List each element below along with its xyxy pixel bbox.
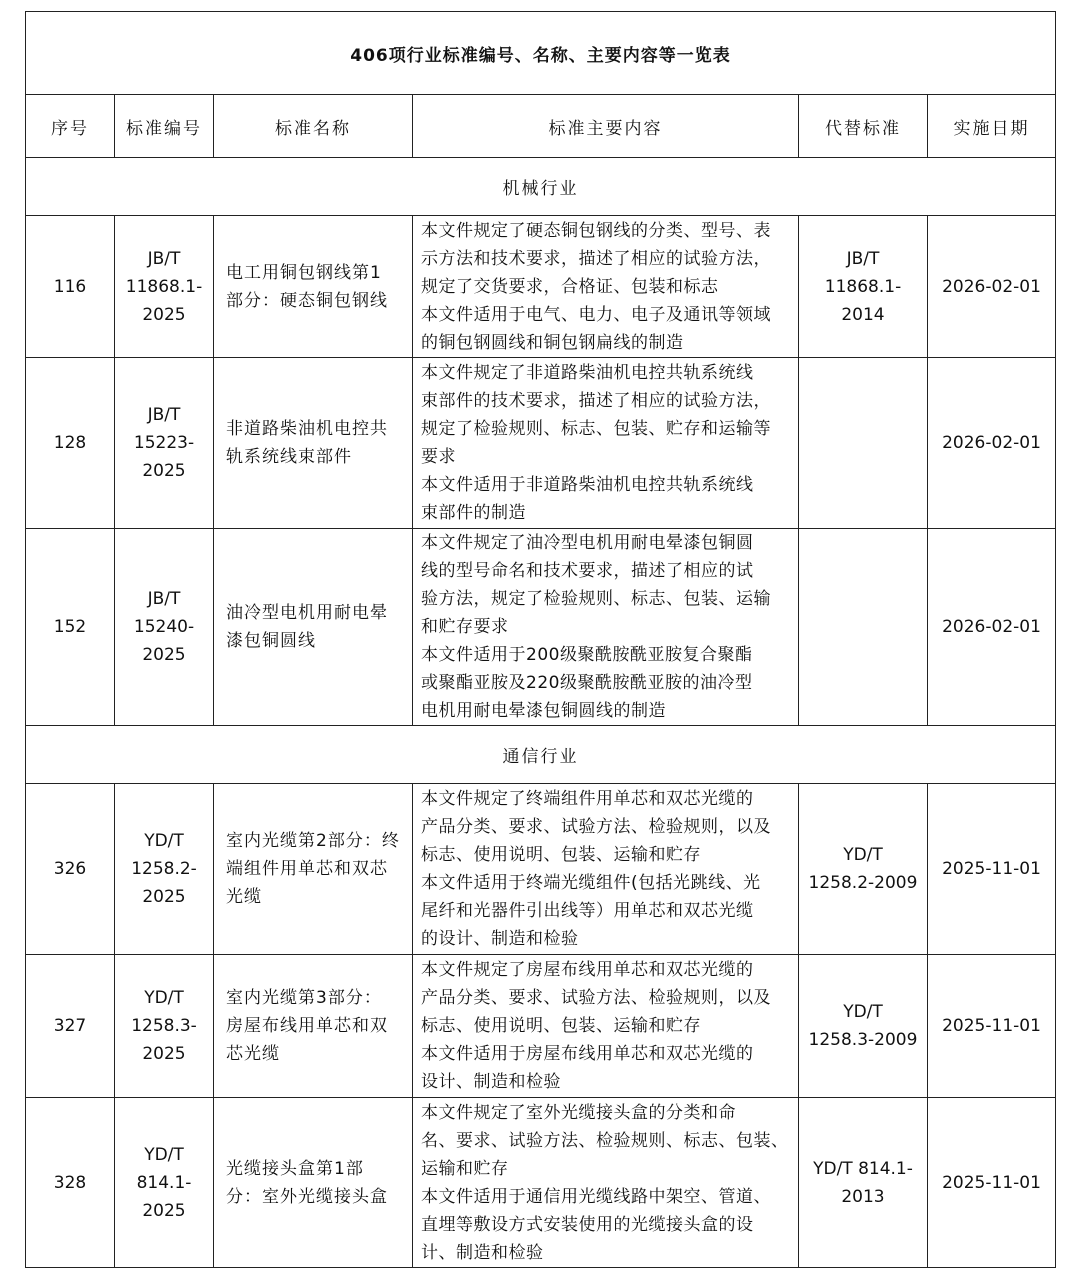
text-line: 本文件适用于通信用光缆线路中架空、管道、 bbox=[421, 1186, 771, 1207]
standards-table bbox=[25, 11, 1056, 1268]
cell-date: 2026-02-01 bbox=[928, 358, 1056, 529]
cell-content bbox=[413, 784, 799, 955]
cell-code bbox=[115, 1098, 214, 1268]
cell-content bbox=[413, 1098, 799, 1268]
cell-seq: 328 bbox=[26, 1098, 115, 1268]
text-line: JB/T bbox=[846, 248, 880, 269]
cell-name bbox=[214, 358, 413, 529]
text-line: 或聚酯亚胺及220级聚酰胺酰亚胺的油冷型 bbox=[421, 673, 753, 693]
cell-content bbox=[413, 216, 799, 358]
table-row bbox=[26, 784, 1056, 955]
section-row bbox=[26, 158, 1056, 216]
text-line: 本文件适用于200级聚酰胺酰亚胺复合聚酯 bbox=[421, 645, 753, 665]
cell-seq: 326 bbox=[26, 784, 115, 955]
cell-code bbox=[115, 784, 214, 955]
text-line: JB/T bbox=[147, 589, 181, 609]
cell-date: 2025-11-01 bbox=[928, 784, 1056, 955]
cell-date: 2026-02-01 bbox=[928, 216, 1056, 358]
cell-replaces bbox=[799, 1098, 928, 1268]
text-line: 电机用耐电晕漆包铜圆线的制造 bbox=[421, 701, 666, 721]
section-row bbox=[26, 726, 1056, 784]
text-line: 设计、制造和检验 bbox=[421, 1072, 561, 1092]
text-line: 线的型号命名和技术要求，描述了相应的试 bbox=[421, 561, 754, 581]
text-line: 11868.1- bbox=[125, 276, 203, 297]
text-line: 尾纤和光器件引出线等）用单芯和双芯光缆 bbox=[421, 901, 754, 921]
text-line: 规定了检验规则、标志、包装、贮存和运输等 bbox=[421, 419, 771, 439]
cell-seq: 116 bbox=[26, 216, 115, 358]
cell-seq: 327 bbox=[26, 955, 115, 1098]
text-line: 本文件规定了非道路柴油机电控共轨系统线 bbox=[421, 363, 754, 383]
cell-seq: 152 bbox=[26, 529, 115, 726]
text-line: 本文件适用于终端光缆组件(包括光跳线、光 bbox=[421, 873, 761, 893]
text-line: 2025 bbox=[142, 1200, 186, 1221]
table-row bbox=[26, 358, 1056, 529]
text-line: YD/T bbox=[843, 1002, 883, 1022]
text-line: 和贮存要求 bbox=[421, 617, 509, 637]
cell-replaces bbox=[799, 955, 928, 1098]
text-line: 2025 bbox=[142, 887, 186, 907]
text-line: 1258.3-2009 bbox=[808, 1030, 918, 1050]
text-line: 本文件适用于房屋布线用单芯和双芯光缆的 bbox=[421, 1044, 754, 1064]
text-line: 名、要求、试验方法、检验规则、标志、包装、 bbox=[421, 1130, 789, 1151]
cell-replaces bbox=[799, 529, 928, 726]
table-row bbox=[26, 1098, 1056, 1268]
text-line: 2025 bbox=[142, 461, 186, 481]
text-line: YD/T 814.1- bbox=[813, 1158, 913, 1179]
text-line: 814.1- bbox=[136, 1172, 192, 1193]
text-line: 部分：硬态铜包钢线 bbox=[226, 290, 388, 311]
text-line: 漆包铜圆线 bbox=[226, 631, 316, 651]
table-row bbox=[26, 216, 1056, 358]
cell-replaces bbox=[799, 358, 928, 529]
cell-content bbox=[413, 529, 799, 726]
text-line: 1258.2- bbox=[131, 859, 197, 879]
text-line: 2025 bbox=[142, 645, 186, 665]
text-line: 的设计、制造和检验 bbox=[421, 929, 579, 949]
text-line: 的铜包钢圆线和铜包钢扁线的制造 bbox=[421, 332, 684, 353]
text-line: 束部件的制造 bbox=[421, 503, 526, 523]
cell-code bbox=[115, 216, 214, 358]
text-line: YD/T bbox=[144, 1144, 184, 1165]
text-line: 产品分类、要求、试验方法、检验规则，以及 bbox=[421, 817, 771, 837]
text-line: 端组件用单芯和双芯 bbox=[226, 859, 388, 879]
text-line: 要求 bbox=[421, 447, 456, 467]
text-line: 光缆接头盒第1部 bbox=[226, 1158, 364, 1179]
header-content: 标准主要内容 bbox=[413, 95, 799, 158]
text-line: 芯光缆 bbox=[226, 1044, 280, 1064]
text-line: JB/T bbox=[147, 248, 181, 269]
text-line: 轨系统线束部件 bbox=[226, 447, 352, 467]
cell-date: 2026-02-01 bbox=[928, 529, 1056, 726]
text-line: 本文件规定了油冷型电机用耐电晕漆包铜圆 bbox=[421, 533, 754, 553]
text-line: 电工用铜包钢线第1 bbox=[226, 262, 382, 283]
text-line: 15223- bbox=[133, 433, 195, 453]
text-line: 分：室外光缆接头盒 bbox=[226, 1186, 388, 1207]
text-line: 2025 bbox=[142, 1044, 186, 1064]
text-line: 规定了交货要求，合格证、包装和标志 bbox=[421, 276, 719, 297]
cell-name bbox=[214, 216, 413, 358]
text-line: 非道路柴油机电控共 bbox=[226, 419, 388, 439]
text-line: 本文件规定了终端组件用单芯和双芯光缆的 bbox=[421, 789, 754, 809]
cell-replaces bbox=[799, 784, 928, 955]
text-line: 1258.3- bbox=[131, 1016, 197, 1036]
header-seq: 序号 bbox=[26, 95, 115, 158]
text-line: 2014 bbox=[841, 304, 885, 325]
text-line: 室内光缆第2部分：终 bbox=[226, 831, 400, 851]
cell-name bbox=[214, 1098, 413, 1268]
cell-date: 2025-11-01 bbox=[928, 1098, 1056, 1268]
text-line: 1258.2-2009 bbox=[808, 873, 918, 893]
text-line: 本文件规定了室外光缆接头盒的分类和命 bbox=[421, 1102, 736, 1123]
cell-content bbox=[413, 358, 799, 529]
table-row bbox=[26, 955, 1056, 1098]
text-line: YD/T bbox=[144, 831, 184, 851]
text-line: 本文件适用于非道路柴油机电控共轨系统线 bbox=[421, 475, 754, 495]
cell-name bbox=[214, 784, 413, 955]
text-line: 本文件规定了硬态铜包钢线的分类、型号、表 bbox=[421, 220, 771, 241]
text-line: 束部件的技术要求，描述了相应的试验方法， bbox=[421, 391, 771, 411]
header-date: 实施日期 bbox=[928, 95, 1056, 158]
text-line: 直埋等敷设方式安装使用的光缆接头盒的设 bbox=[421, 1214, 754, 1235]
text-line: 油冷型电机用耐电晕 bbox=[226, 603, 388, 623]
cell-replaces bbox=[799, 216, 928, 358]
cell-code bbox=[115, 358, 214, 529]
text-line: 2013 bbox=[841, 1186, 885, 1207]
text-line: YD/T bbox=[843, 845, 883, 865]
text-line: JB/T bbox=[147, 405, 181, 425]
text-line: 本文件规定了房屋布线用单芯和双芯光缆的 bbox=[421, 960, 754, 980]
text-line: 示方法和技术要求，描述了相应的试验方法， bbox=[421, 248, 771, 269]
text-line: 室内光缆第3部分： bbox=[226, 988, 382, 1008]
text-line: 本文件适用于电气、电力、电子及通讯等领域 bbox=[421, 304, 771, 325]
text-line: YD/T bbox=[144, 988, 184, 1008]
header-code: 标准编号 bbox=[115, 95, 214, 158]
text-line: 光缆 bbox=[226, 887, 262, 907]
cell-date: 2025-11-01 bbox=[928, 955, 1056, 1098]
page-title: 406项行业标准编号、名称、主要内容等一览表 bbox=[26, 12, 1056, 95]
text-line: 运输和贮存 bbox=[421, 1158, 509, 1179]
cell-name bbox=[214, 955, 413, 1098]
cell-seq: 128 bbox=[26, 358, 115, 529]
section-title: 机械行业 bbox=[26, 158, 1056, 216]
text-line: 15240- bbox=[133, 617, 195, 637]
text-line: 11868.1- bbox=[824, 276, 902, 297]
text-line: 产品分类、要求、试验方法、检验规则，以及 bbox=[421, 988, 771, 1008]
header-name: 标准名称 bbox=[214, 95, 413, 158]
text-line: 验方法，规定了检验规则、标志、包装、运输 bbox=[421, 589, 771, 609]
section-title: 通信行业 bbox=[26, 726, 1056, 784]
cell-code bbox=[115, 955, 214, 1098]
header-row bbox=[26, 95, 1056, 158]
text-line: 房屋布线用单芯和双 bbox=[226, 1016, 388, 1036]
text-line: 计、制造和检验 bbox=[421, 1242, 544, 1263]
text-line: 标志、使用说明、包装、运输和贮存 bbox=[421, 1016, 701, 1036]
cell-name bbox=[214, 529, 413, 726]
cell-content bbox=[413, 955, 799, 1098]
table-row bbox=[26, 529, 1056, 726]
cell-code bbox=[115, 529, 214, 726]
text-line: 2025 bbox=[142, 304, 186, 325]
header-replaces: 代替标准 bbox=[799, 95, 928, 158]
text-line: 标志、使用说明、包装、运输和贮存 bbox=[421, 845, 701, 865]
